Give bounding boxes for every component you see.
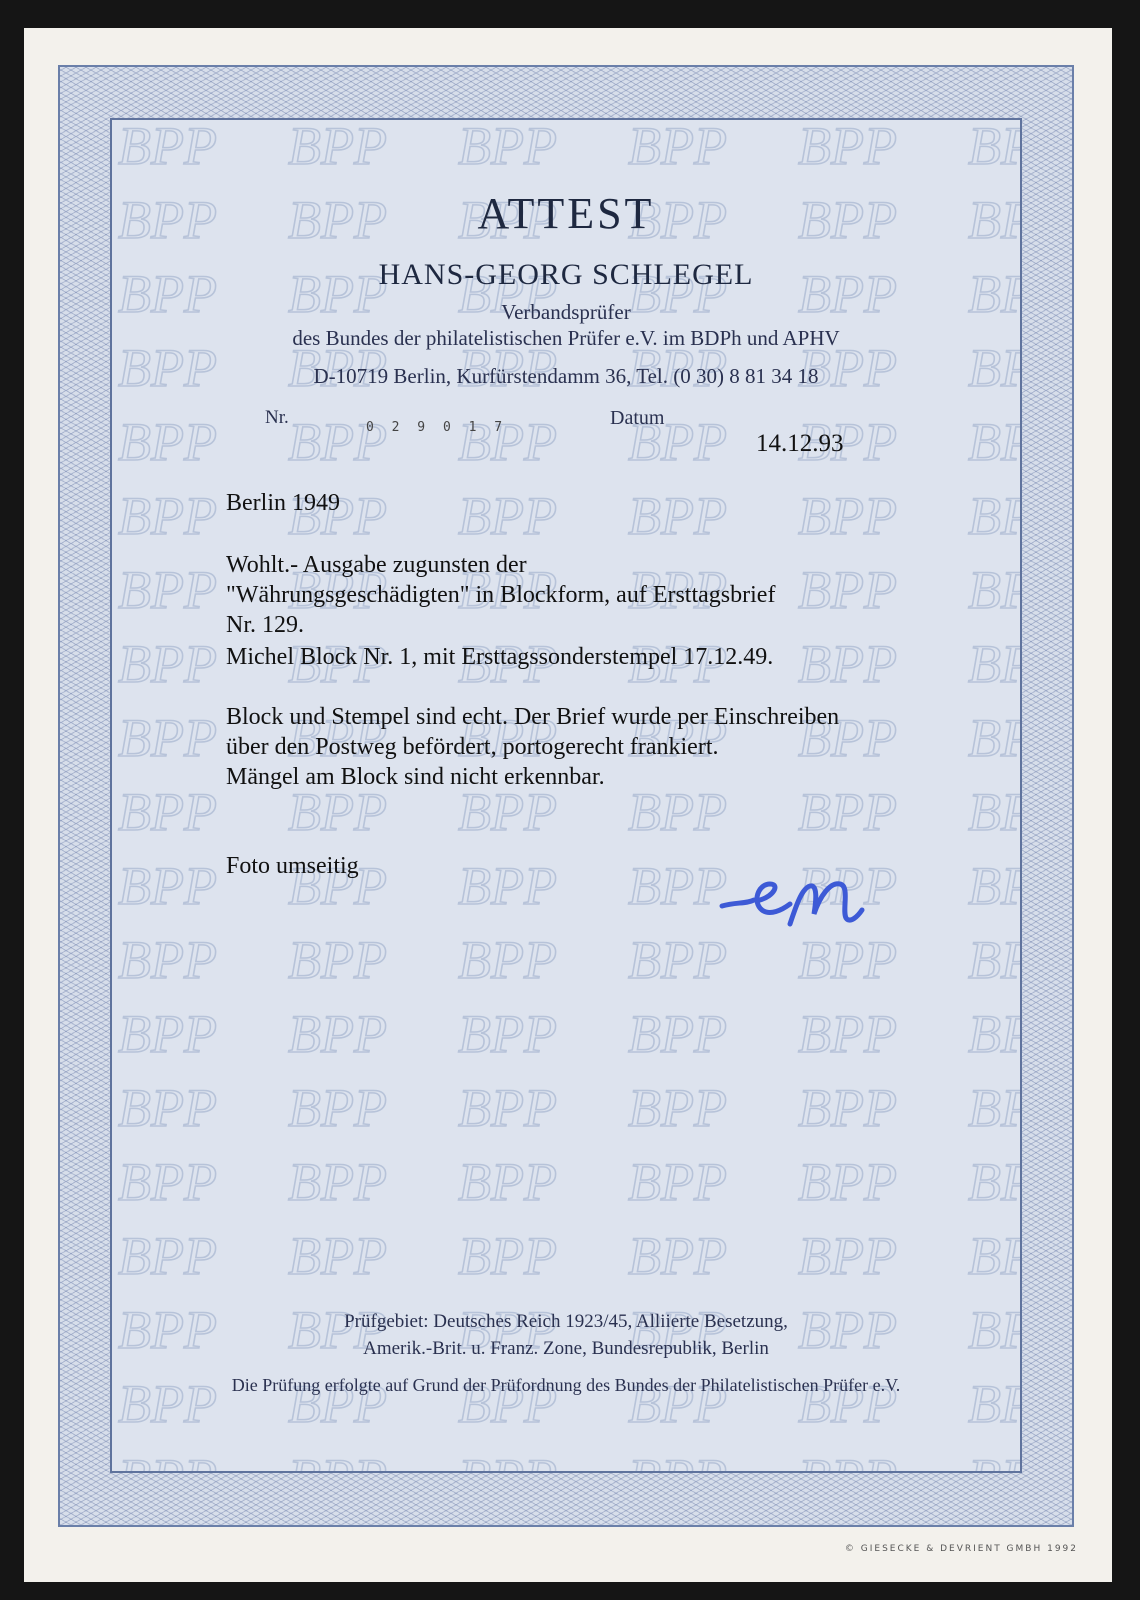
certificate-content <box>110 118 1022 1473</box>
opinion-line: Mängel am Block sind nicht erkennbar. <box>226 764 605 790</box>
association-line: des Bundes der philatelistischen Prüfer e.V. im BDPh und APHV <box>292 326 840 350</box>
description-line: Michel Block Nr. 1, mit Ersttagssonderstempel 17.12.49. <box>226 644 774 670</box>
examination-area-line-2: Amerik.-Brit. u. Franz. Zone, Bundesrepublik, Berlin <box>363 1338 769 1359</box>
certificate-number: 0 2 9 0 1 7 <box>366 420 508 435</box>
address-line: D-10719 Berlin, Kurfürstendamm 36, Tel. (0 30) 8 81 34 18 <box>313 364 819 388</box>
examiner-role: Verbandsprüfer <box>501 300 631 324</box>
examiner-name: HANS-GEORG SCHLEGEL <box>378 258 754 291</box>
photo-note: Foto umseitig <box>226 853 359 879</box>
examination-area-line-1: Prüfgebiet: Deutsches Reich 1923/45, Alliierte Besetzung, <box>344 1311 788 1332</box>
nr-label: Nr. <box>265 407 289 428</box>
printer-imprint: © GIESECKE & DEVRIENT GMBH 1992 <box>844 1544 1078 1554</box>
issue-heading: Berlin 1949 <box>226 490 340 516</box>
description-line: "Währungsgeschädigten" in Blockform, auf Ersttagsbrief <box>226 582 776 608</box>
certificate-title: ATTEST <box>477 189 655 238</box>
examination-statement: Die Prüfung erfolgte auf Grund der Prüfordnung des Bundes der Philatelistischen Prüfer e.V. <box>231 1375 901 1395</box>
date-value: 14.12.93 <box>756 430 844 457</box>
date-label: Datum <box>610 407 665 429</box>
description-line: Nr. 129. <box>226 612 304 638</box>
opinion-line: Block und Stempel sind echt. Der Brief wurde per Einschreiben <box>226 704 840 730</box>
signature <box>716 866 876 936</box>
description-line: Wohlt.- Ausgabe zugunsten der <box>226 552 527 578</box>
opinion-line: über den Postweg befördert, portogerecht frankiert. <box>226 734 719 760</box>
